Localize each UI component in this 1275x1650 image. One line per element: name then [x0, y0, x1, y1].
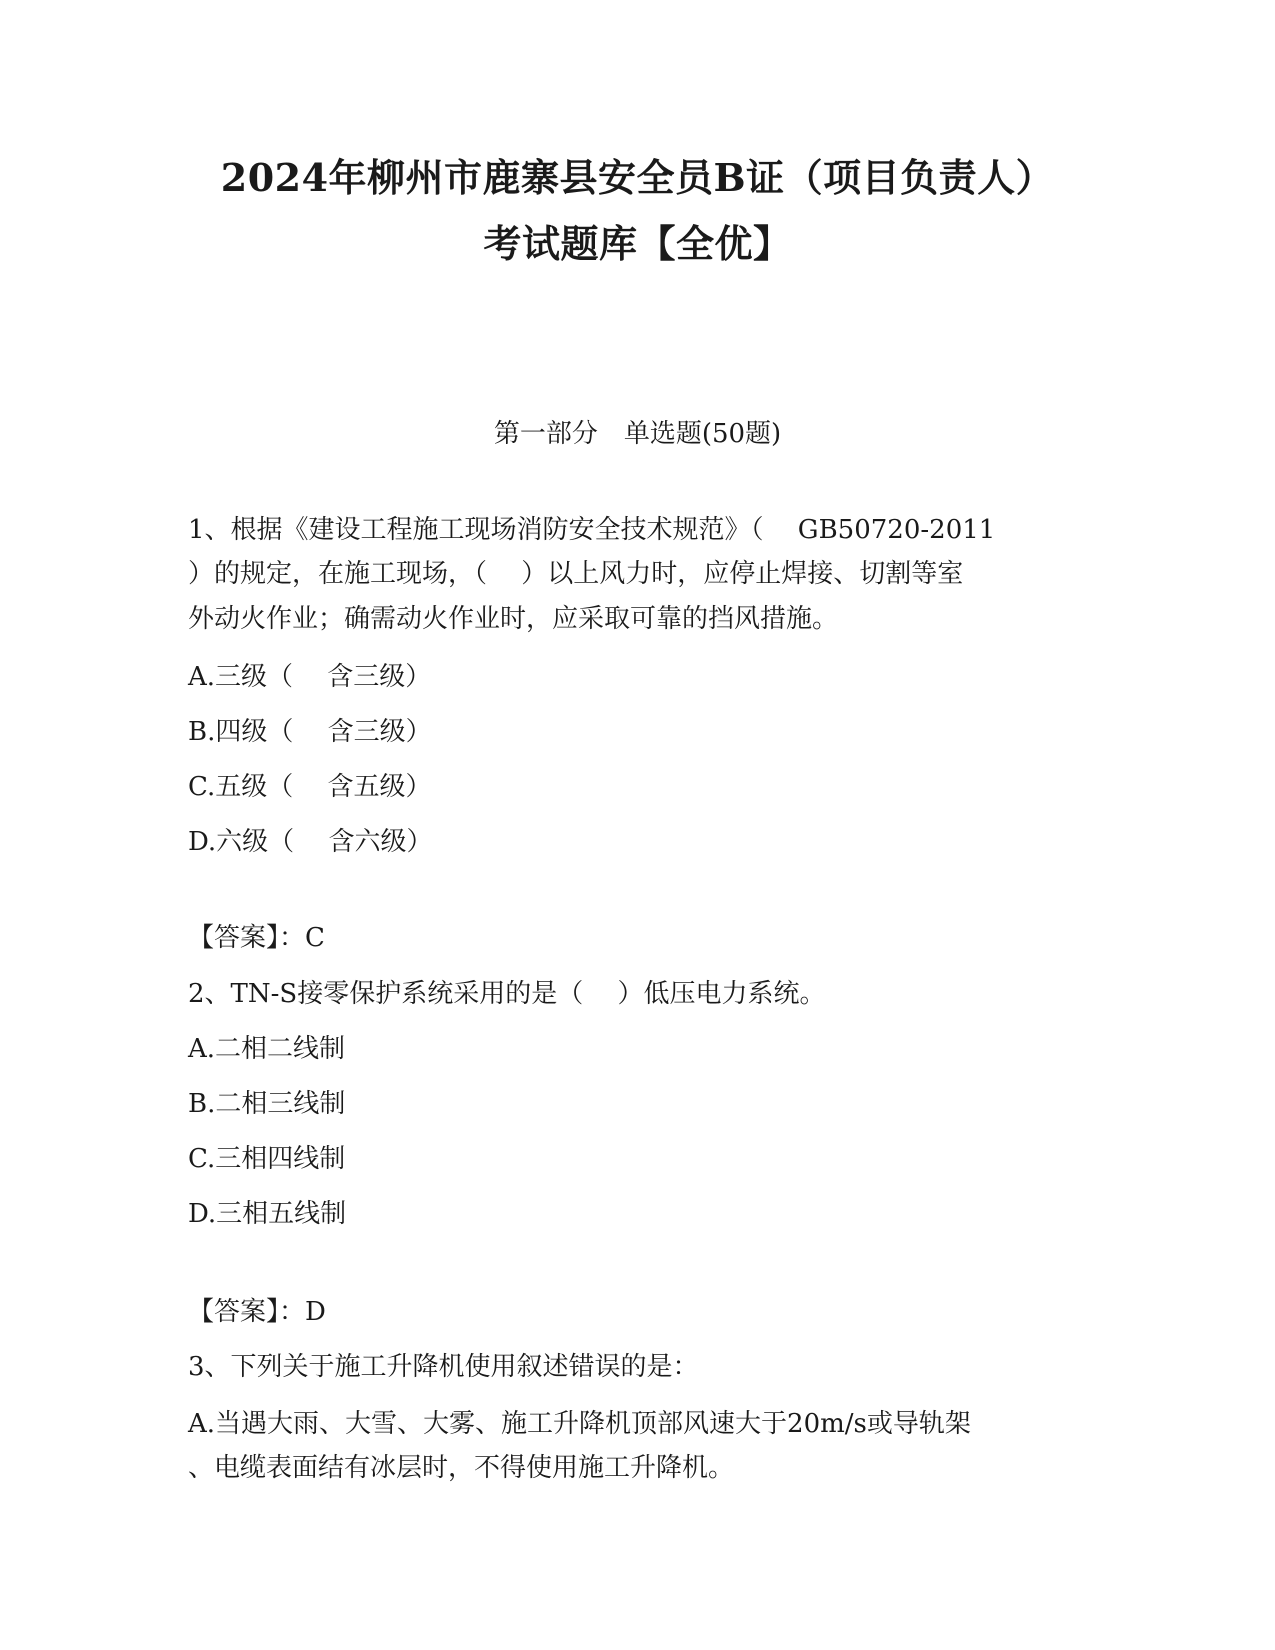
question-1-option-b: B.四级（ 含三级） — [188, 717, 432, 747]
question-2-answer: 【答案】：D — [188, 1297, 326, 1327]
document-title-line-1: 2024年柳州市鹿寨县安全员B证（项目负责人） — [220, 155, 1055, 200]
question-1-text-line-1: 1、根据《建设工程施工现场消防安全技术规范》（ GB50720-2011 — [188, 515, 996, 545]
question-3-option-a-line-1: A.当遇大雨、大雪、大雾、施工升降机顶部风速大于20m/s或导轨架 — [188, 1409, 971, 1439]
question-3-option-a-line-2: 、电缆表面结有冰层时，不得使用施工升降机。 — [188, 1453, 735, 1483]
section-heading: 第一部分 单选题(50题) — [493, 419, 782, 449]
question-1-option-c: C.五级（ 含五级） — [188, 772, 432, 802]
question-1-text-line-2: ）的规定，在施工现场，（ ）以上风力时，应停止焊接、切割等室 — [188, 559, 964, 589]
question-2-text-line-1: 2、TN-S接零保护系统采用的是（ ）低压电力系统。 — [188, 979, 826, 1009]
question-2-option-c: C.三相四线制 — [188, 1144, 346, 1174]
question-2-option-b: B.二相三线制 — [188, 1089, 346, 1119]
document-title-line-2: 考试题库【全优】 — [483, 221, 792, 266]
question-3-text-line-1: 3、下列关于施工升降机使用叙述错误的是： — [188, 1352, 699, 1382]
question-1-answer: 【答案】：C — [188, 923, 325, 953]
question-1-option-a: A.三级（ 含三级） — [188, 662, 432, 692]
question-1-option-d: D.六级（ 含六级） — [188, 827, 433, 857]
question-2-option-a: A.二相二线制 — [188, 1034, 346, 1064]
question-2-option-d: D.三相五线制 — [188, 1199, 347, 1229]
question-1-text-line-3: 外动火作业；确需动火作业时，应采取可靠的挡风措施。 — [188, 604, 839, 634]
